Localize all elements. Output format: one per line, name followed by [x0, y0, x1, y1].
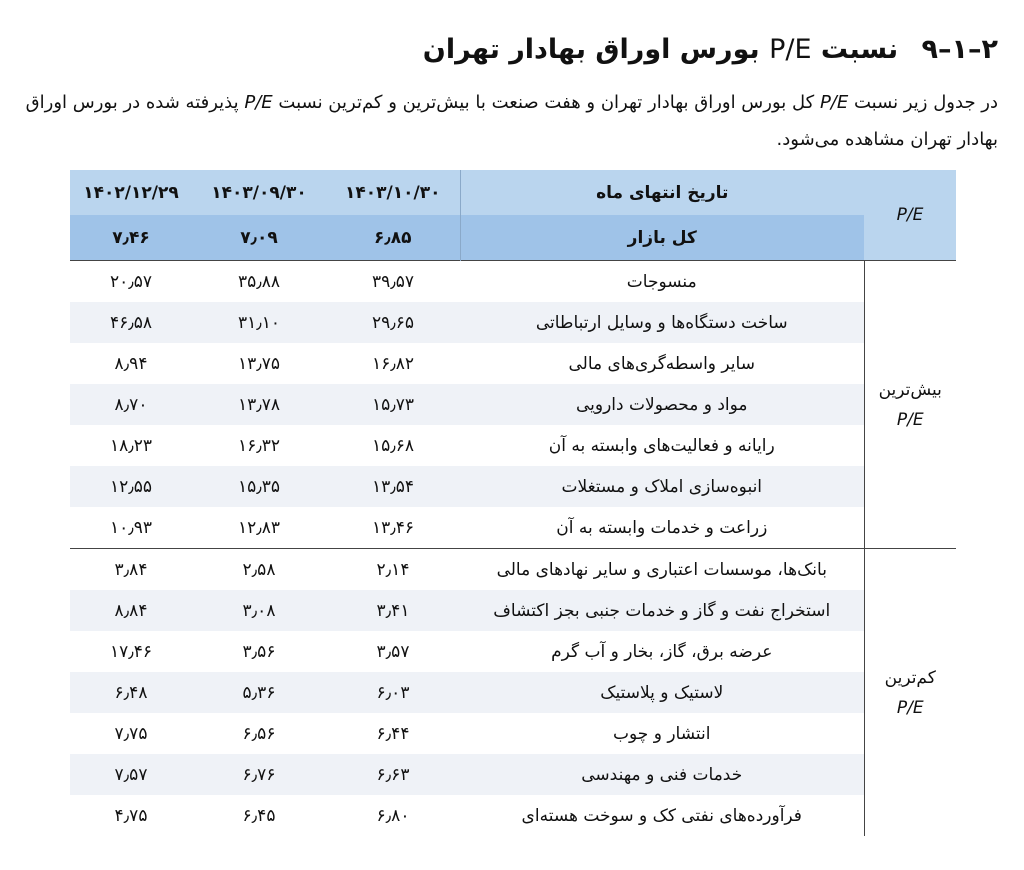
value-cell: ۶٫۴۸ — [70, 672, 192, 713]
group-label-text: بیش‌ترین — [878, 379, 942, 400]
intro-paragraph — [8, 84, 998, 158]
value-cell: ۷٫۵۷ — [70, 754, 192, 795]
value-cell: ۳۹٫۵۷ — [326, 261, 460, 303]
value-cell: ۱۳٫۴۶ — [326, 507, 460, 549]
industry-name: انبوه‌سازی املاک و مستغلات — [460, 466, 864, 507]
table-row — [70, 507, 956, 549]
intro-text-1: در جدول زیر نسبت — [853, 92, 998, 113]
value-cell: ۶٫۸۰ — [326, 795, 460, 836]
date-header-1: ۱۴۰۳/۱۰/۳۰ — [326, 170, 460, 215]
value-cell: ۱۳٫۵۴ — [326, 466, 460, 507]
intro-text-2: کل بورس اوراق بهادار تهران و هفت صنعت با بیش‌ترین و کم‌ترین نسبت — [278, 92, 815, 113]
value-cell: ۲٫۵۸ — [192, 549, 326, 591]
value-cell: ۱۳٫۷۵ — [192, 343, 326, 384]
value-cell: ۶٫۴۴ — [326, 713, 460, 754]
value-cell: ۱۵٫۶۸ — [326, 425, 460, 466]
value-cell: ۸٫۷۰ — [70, 384, 192, 425]
value-cell: ۸٫۹۴ — [70, 343, 192, 384]
date-header-2: ۱۴۰۳/۰۹/۳۰ — [192, 170, 326, 215]
value-cell: ۷٫۷۵ — [70, 713, 192, 754]
value-cell: ۳٫۰۸ — [192, 590, 326, 631]
value-cell: ۳۱٫۱۰ — [192, 302, 326, 343]
industry-name: خدمات فنی و مهندسی — [460, 754, 864, 795]
value-cell: ۲٫۱۴ — [326, 549, 460, 591]
value-cell: ۸٫۸۴ — [70, 590, 192, 631]
table-row — [70, 425, 956, 466]
highest-group-label — [864, 261, 956, 549]
value-cell: ۱۰٫۹۳ — [70, 507, 192, 549]
industry-name: فرآورده‌های نفتی کک و سوخت هسته‌ای — [460, 795, 864, 836]
section-heading — [423, 30, 998, 70]
market-value-2: ۷٫۰۹ — [192, 215, 326, 261]
value-cell: ۶٫۴۵ — [192, 795, 326, 836]
pe-header: P/E — [864, 170, 956, 261]
value-cell: ۱۳٫۷۸ — [192, 384, 326, 425]
date-header-3: ۱۴۰۲/۱۲/۲۹ — [70, 170, 192, 215]
industry-name: لاستیک و پلاستیک — [460, 672, 864, 713]
table-row — [70, 631, 956, 672]
value-cell: ۴۶٫۵۸ — [70, 302, 192, 343]
value-cell: ۲۹٫۶۵ — [326, 302, 460, 343]
table-row — [70, 466, 956, 507]
value-cell: ۶٫۷۶ — [192, 754, 326, 795]
market-value-3: ۷٫۴۶ — [70, 215, 192, 261]
section-title-prefix: نسبت — [820, 34, 899, 65]
pe-ratio-table — [70, 170, 956, 836]
table-row — [70, 549, 956, 591]
group-label-pe: P/E — [896, 697, 924, 718]
date-label-header: تاریخ انتهای ماه — [460, 170, 864, 215]
table-row — [70, 343, 956, 384]
value-cell: ۱۸٫۲۳ — [70, 425, 192, 466]
value-cell: ۱۷٫۴۶ — [70, 631, 192, 672]
industry-name: منسوجات — [460, 261, 864, 303]
table-row — [70, 672, 956, 713]
table-row — [70, 713, 956, 754]
section-number: ۲–۱–۹ — [921, 34, 998, 65]
industry-name: انتشار و چوب — [460, 713, 864, 754]
industry-name: مواد و محصولات دارویی — [460, 384, 864, 425]
value-cell: ۱۶٫۸۲ — [326, 343, 460, 384]
intro-pe-2: P/E — [244, 92, 273, 113]
value-cell: ۱۶٫۳۲ — [192, 425, 326, 466]
table-row — [70, 590, 956, 631]
market-row — [70, 215, 956, 261]
table-header-row — [70, 170, 956, 215]
value-cell: ۳٫۴۱ — [326, 590, 460, 631]
industry-name: بانک‌ها، موسسات اعتباری و سایر نهادهای مالی — [460, 549, 864, 591]
value-cell: ۱۲٫۸۳ — [192, 507, 326, 549]
value-cell: ۳٫۵۶ — [192, 631, 326, 672]
value-cell: ۱۲٫۵۵ — [70, 466, 192, 507]
value-cell: ۳٫۸۴ — [70, 549, 192, 591]
value-cell: ۳٫۵۷ — [326, 631, 460, 672]
table-row — [70, 384, 956, 425]
value-cell: ۶٫۰۳ — [326, 672, 460, 713]
value-cell: ۴٫۷۵ — [70, 795, 192, 836]
industry-name: زراعت و خدمات وابسته به آن — [460, 507, 864, 549]
industry-name: استخراج نفت و گاز و خدمات جنبی بجز اکتشاف — [460, 590, 864, 631]
value-cell: ۱۵٫۳۵ — [192, 466, 326, 507]
group-label-text: کم‌ترین — [884, 667, 936, 688]
industry-name: عرضه برق، گاز، بخار و آب گرم — [460, 631, 864, 672]
lowest-group-label — [864, 549, 956, 837]
industry-name: ساخت دستگاه‌ها و وسایل ارتباطاتی — [460, 302, 864, 343]
intro-text-3: پذیرفته شده در بورس اوراق بهادار تهران مشاهده می‌شود. — [25, 92, 998, 150]
value-cell: ۳۵٫۸۸ — [192, 261, 326, 303]
table-row — [70, 302, 956, 343]
market-value-1: ۶٫۸۵ — [326, 215, 460, 261]
value-cell: ۵٫۳۶ — [192, 672, 326, 713]
value-cell: ۱۵٫۷۳ — [326, 384, 460, 425]
value-cell: ۶٫۵۶ — [192, 713, 326, 754]
intro-pe: P/E — [819, 92, 849, 113]
industry-name: رایانه و فعالیت‌های وابسته به آن — [460, 425, 864, 466]
table-row — [70, 795, 956, 836]
value-cell: ۶٫۶۳ — [326, 754, 460, 795]
section-title-suffix: بورس اوراق بهادار تهران — [422, 34, 760, 65]
section-title-pe: P/E — [769, 34, 812, 65]
table-row — [70, 261, 956, 303]
value-cell: ۲۰٫۵۷ — [70, 261, 192, 303]
table-row — [70, 754, 956, 795]
industry-name: سایر واسطه‌گری‌های مالی — [460, 343, 864, 384]
market-label: کل بازار — [460, 215, 864, 261]
group-label-pe: P/E — [896, 409, 924, 430]
